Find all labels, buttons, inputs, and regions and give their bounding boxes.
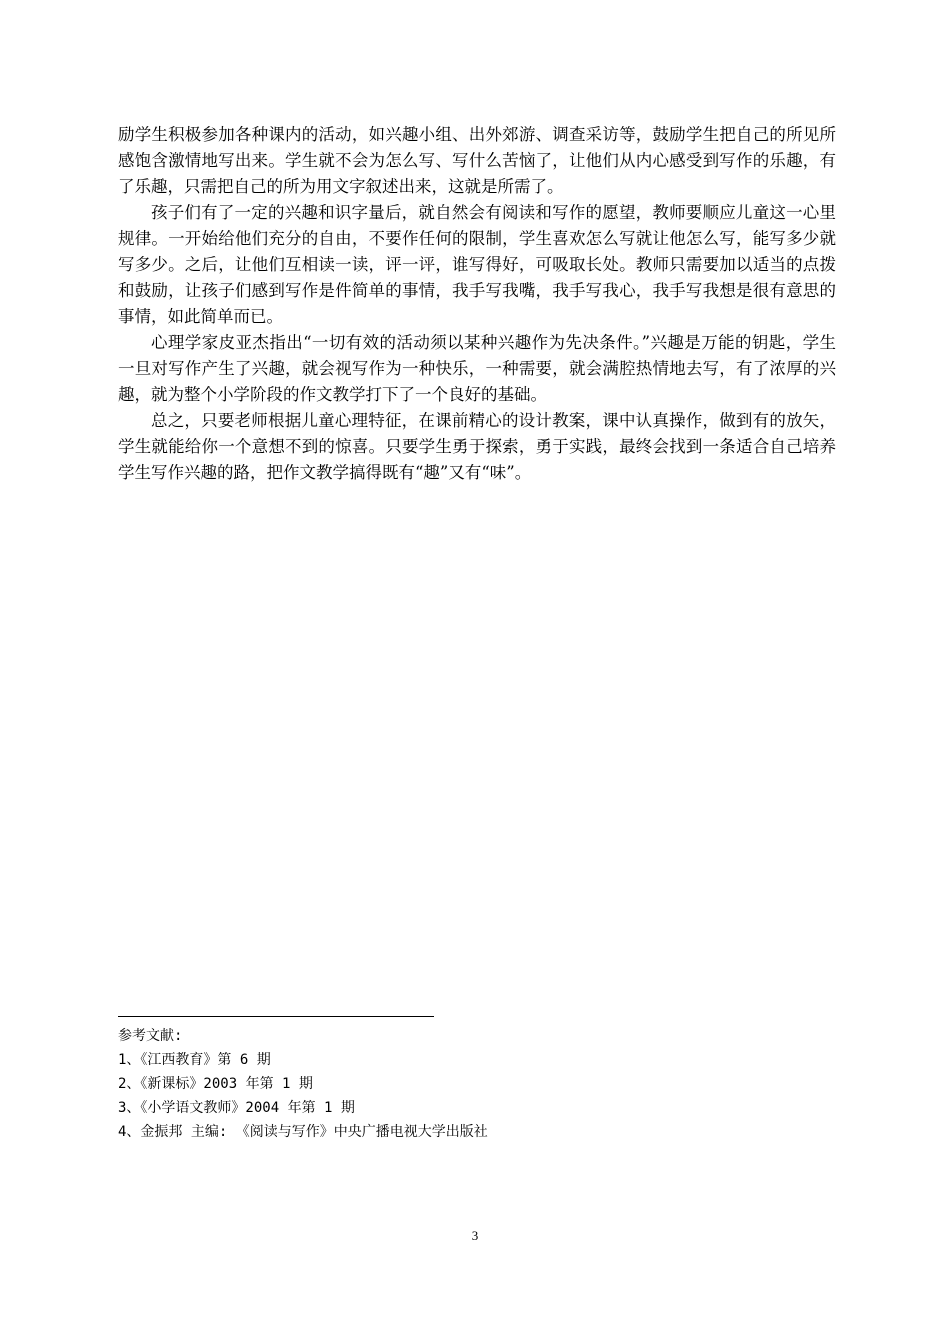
reference-item: 4、金振邦 主编: 《阅读与写作》中央广播电视大学出版社 [118, 1124, 488, 1140]
paragraph-piaget-quote: 心理学家皮亚杰指出“一切有效的活动须以某种兴趣作为先决条件。”兴趣是万能的钥匙，学生一旦对写作产生了兴趣，就会视写作为一种快乐，一种需要，就会满腔热情地去写，有了浓厚的兴趣，就为整个小学阶段的作文教学打下了一个良好的基础。 [118, 333, 836, 404]
references-heading: 参考文献: [118, 1028, 183, 1044]
footnote-divider [118, 1016, 434, 1017]
paragraph-interest-literacy: 孩子们有了一定的兴趣和识字量后，就自然会有阅读和写作的愿望，教师要顺应儿童这一心里规律。一开始给他们充分的自由，不要作任何的限制，学生喜欢怎么写就让他怎么写，能写多少就写多少。之后，让他们互相读一读，评一评，谁写得好，可吸取长处。教师只需要加以适当的点拨和鼓励，让孩子们感到写作是件简单的事情，我手写我嘴，我手写我心，我手写我想是很有意思的事情，如此简单而已。 [118, 203, 836, 326]
references-section [118, 1024, 818, 1144]
reference-item: 3、《小学语文教师》2004 年第 1 期 [118, 1100, 355, 1116]
body-text [118, 122, 836, 486]
page-number: 3 [471, 1228, 479, 1243]
reference-item: 2、《新课标》2003 年第 1 期 [118, 1076, 313, 1092]
reference-item: 1、《江西教育》第 6 期 [118, 1052, 271, 1068]
paragraph-continued: 励学生积极参加各种课内的活动，如兴趣小组、出外郊游、调查采访等，鼓励学生把自己的所见所感饱含激情地写出来。学生就不会为怎么写、写什么苦恼了，让他们从内心感受到写作的乐趣，有了乐趣，只需把自己的所为用文字叙述出来，这就是所需了。 [118, 125, 836, 196]
paragraph-conclusion: 总之，只要老师根据儿童心理特征，在课前精心的设计教案，课中认真操作，做到有的放矢，学生就能给你一个意想不到的惊喜。只要学生勇于探索，勇于实践，最终会找到一条适合自己培养学生写作兴趣的路，把作文教学搞得既有“趣”又有“味”。 [118, 411, 836, 482]
